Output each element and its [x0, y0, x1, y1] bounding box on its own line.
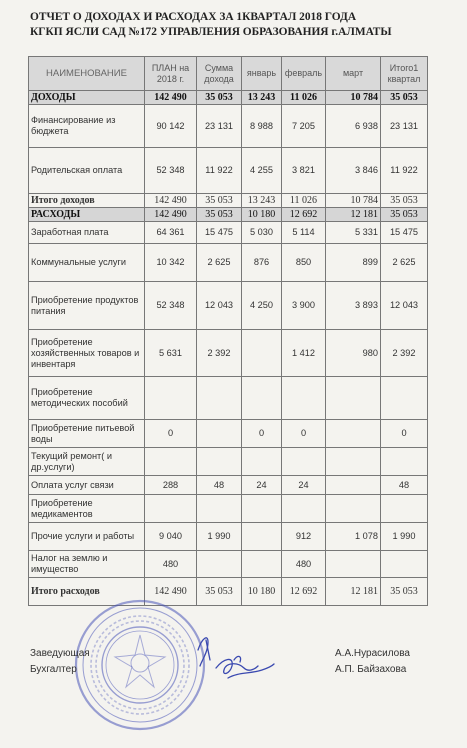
cell-plan: 142 490: [145, 208, 197, 222]
cell-income: [197, 495, 242, 523]
cell-feb: [282, 448, 326, 476]
cell-income: 35 053: [197, 194, 242, 208]
row-name: Коммунальные услуги: [29, 244, 145, 282]
col-header-jan: январь: [242, 57, 282, 91]
cell-mar: [326, 377, 381, 420]
col-header-feb: февраль: [282, 57, 326, 91]
cell-feb: 12 692: [282, 208, 326, 222]
cell-feb: 912: [282, 523, 326, 551]
table-row: [29, 476, 428, 495]
row-name: Текущий ремонт( и др.услуги): [29, 448, 145, 476]
cell-income: 15 475: [197, 222, 242, 244]
table-row: [29, 420, 428, 448]
cell-jan: 8 988: [242, 105, 282, 148]
row-name: РАСХОДЫ: [29, 208, 145, 222]
cell-mar: 12 181: [326, 208, 381, 222]
cell-plan: [145, 448, 197, 476]
cell-total: 15 475: [381, 222, 428, 244]
cell-mar: 6 938: [326, 105, 381, 148]
cell-plan: 142 490: [145, 91, 197, 105]
cell-jan: [242, 523, 282, 551]
cell-mar: [326, 420, 381, 448]
cell-feb: 480: [282, 551, 326, 578]
cell-plan: 288: [145, 476, 197, 495]
cell-jan: [242, 448, 282, 476]
cell-mar: 1 078: [326, 523, 381, 551]
cell-total: 48: [381, 476, 428, 495]
income-expense-table: [28, 56, 428, 606]
cell-income: [197, 551, 242, 578]
cell-income: 23 131: [197, 105, 242, 148]
cell-jan: 13 243: [242, 91, 282, 105]
cell-plan: 90 142: [145, 105, 197, 148]
row-name: Приобретение хозяйственных товаров и инвентаря: [29, 330, 145, 377]
cell-total: 11 922: [381, 148, 428, 194]
report-title: [30, 10, 450, 40]
cell-mar: 10 784: [326, 91, 381, 105]
col-header-income: Сумма дохода: [197, 57, 242, 91]
cell-feb: 24: [282, 476, 326, 495]
cell-plan: [145, 495, 197, 523]
cell-jan: 4 255: [242, 148, 282, 194]
cell-feb: 1 412: [282, 330, 326, 377]
table-row: [29, 495, 428, 523]
cell-total: 35 053: [381, 91, 428, 105]
table-row: [29, 523, 428, 551]
cell-total: [381, 377, 428, 420]
accountant-title: Бухгалтер: [30, 664, 77, 675]
table-row: [29, 148, 428, 194]
cell-mar: 3 846: [326, 148, 381, 194]
cell-jan: 10 180: [242, 208, 282, 222]
cell-income: 12 043: [197, 282, 242, 330]
report-title-line1: ОТЧЕТ О ДОХОДАХ И РАСХОДАХ ЗА 1КВАРТАЛ 2018 ГОДА: [30, 11, 357, 23]
col-header-plan: ПЛАН на 2018 г.: [145, 57, 197, 91]
cell-mar: 3 893: [326, 282, 381, 330]
cell-feb: [282, 495, 326, 523]
handwritten-signature: [188, 630, 278, 690]
cell-jan: [242, 377, 282, 420]
row-name: Налог на землю и имущество: [29, 551, 145, 578]
table-row-expense-section: [29, 208, 428, 222]
cell-jan: [242, 551, 282, 578]
cell-feb: 850: [282, 244, 326, 282]
table-row-income-section: [29, 91, 428, 105]
cell-plan: 52 348: [145, 148, 197, 194]
cell-total: 23 131: [381, 105, 428, 148]
cell-jan: [242, 330, 282, 377]
cell-mar: 899: [326, 244, 381, 282]
cell-mar: 12 181: [326, 578, 381, 606]
col-header-mar: март: [326, 57, 381, 91]
cell-plan: 9 040: [145, 523, 197, 551]
cell-jan: 0: [242, 420, 282, 448]
cell-mar: [326, 551, 381, 578]
row-name: Приобретение питьевой воды: [29, 420, 145, 448]
cell-total: [381, 495, 428, 523]
cell-income: 11 922: [197, 148, 242, 194]
report-title-line2: КГКП ЯСЛИ САД №172 УПРАВЛЕНИЯ ОБРАЗОВАНИЯ г.АЛМАТЫ: [30, 26, 392, 38]
row-name: Приобретение медикаментов: [29, 495, 145, 523]
table-row: [29, 244, 428, 282]
table-row: [29, 282, 428, 330]
cell-feb: 3 900: [282, 282, 326, 330]
row-name: Финансирование из бюджета: [29, 105, 145, 148]
cell-feb: 12 692: [282, 578, 326, 606]
cell-jan: 4 250: [242, 282, 282, 330]
cell-plan: 142 490: [145, 578, 197, 606]
cell-total: 0: [381, 420, 428, 448]
cell-income: 35 053: [197, 208, 242, 222]
cell-total: [381, 551, 428, 578]
cell-plan: 5 631: [145, 330, 197, 377]
cell-plan: 64 361: [145, 222, 197, 244]
cell-income: [197, 420, 242, 448]
table-row: [29, 222, 428, 244]
cell-feb: 5 114: [282, 222, 326, 244]
row-name: ДОХОДЫ: [29, 91, 145, 105]
cell-feb: 3 821: [282, 148, 326, 194]
cell-jan: 13 243: [242, 194, 282, 208]
row-name: Оплата услуг связи: [29, 476, 145, 495]
cell-feb: 11 026: [282, 91, 326, 105]
cell-total: 2 625: [381, 244, 428, 282]
cell-plan: 10 342: [145, 244, 197, 282]
head-name: А.А.Нурасилова: [335, 648, 410, 659]
table-row-income-total: [29, 194, 428, 208]
table-row: [29, 330, 428, 377]
cell-plan: 142 490: [145, 194, 197, 208]
table-row: [29, 448, 428, 476]
cell-plan: 0: [145, 420, 197, 448]
cell-mar: [326, 495, 381, 523]
cell-mar: 10 784: [326, 194, 381, 208]
table-header-row: [29, 57, 428, 91]
cell-total: 12 043: [381, 282, 428, 330]
cell-mar: [326, 448, 381, 476]
cell-jan: 876: [242, 244, 282, 282]
cell-income: 2 392: [197, 330, 242, 377]
cell-jan: 5 030: [242, 222, 282, 244]
cell-mar: 5 331: [326, 222, 381, 244]
cell-feb: 0: [282, 420, 326, 448]
row-name: Прочие услуги и работы: [29, 523, 145, 551]
cell-income: 35 053: [197, 578, 242, 606]
col-header-name: НАИМЕНОВАНИЕ: [29, 57, 145, 91]
cell-jan: [242, 495, 282, 523]
cell-income: 35 053: [197, 91, 242, 105]
cell-income: 48: [197, 476, 242, 495]
row-name: Приобретение методических пособий: [29, 377, 145, 420]
cell-total: 1 990: [381, 523, 428, 551]
cell-income: [197, 377, 242, 420]
cell-total: 35 053: [381, 578, 428, 606]
accountant-name: А.П. Байзахова: [335, 664, 407, 675]
cell-total: 2 392: [381, 330, 428, 377]
cell-feb: 7 205: [282, 105, 326, 148]
cell-plan: 52 348: [145, 282, 197, 330]
cell-jan: 10 180: [242, 578, 282, 606]
row-name: Родительская оплата: [29, 148, 145, 194]
head-title: Заведующая: [30, 648, 90, 659]
row-name: Итого расходов: [29, 578, 145, 606]
cell-income: [197, 448, 242, 476]
cell-jan: 24: [242, 476, 282, 495]
cell-total: 35 053: [381, 208, 428, 222]
cell-income: 2 625: [197, 244, 242, 282]
row-name: Итого доходов: [29, 194, 145, 208]
cell-feb: [282, 377, 326, 420]
cell-plan: [145, 377, 197, 420]
table-row: [29, 105, 428, 148]
cell-mar: 980: [326, 330, 381, 377]
table-row: [29, 377, 428, 420]
table-row: [29, 551, 428, 578]
cell-plan: 480: [145, 551, 197, 578]
cell-total: 35 053: [381, 194, 428, 208]
cell-total: [381, 448, 428, 476]
cell-mar: [326, 476, 381, 495]
row-name: Заработная плата: [29, 222, 145, 244]
row-name: Приобретение продуктов питания: [29, 282, 145, 330]
cell-feb: 11 026: [282, 194, 326, 208]
cell-income: 1 990: [197, 523, 242, 551]
col-header-total: Итого1 квартал: [381, 57, 428, 91]
